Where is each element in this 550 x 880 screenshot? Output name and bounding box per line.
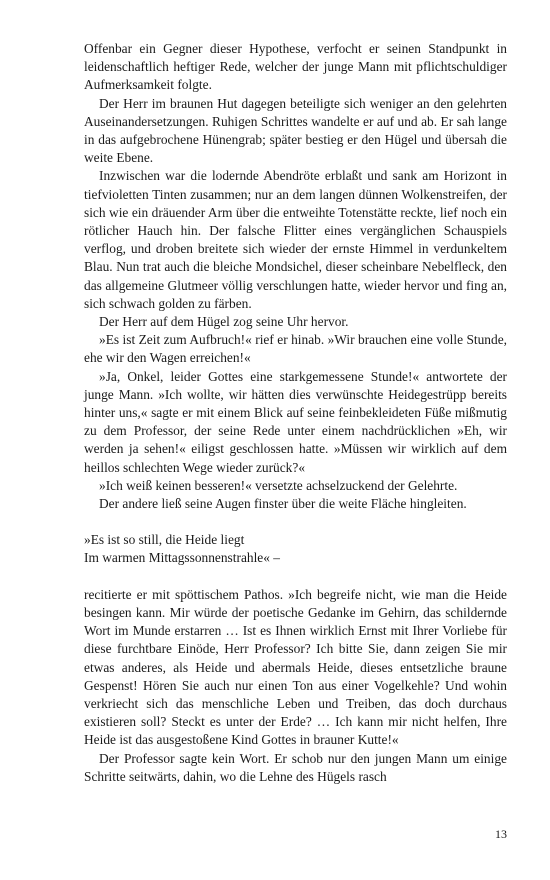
verse-line: »Es ist so still, die Heide liegt <box>84 532 245 548</box>
paragraph: »Ja, Onkel, leider Gottes eine starkgemessene Stunde!« antwortete der junge Mann. »Ich wollte, wir hätten dies verwünschte Heidegestrüpp bereits hinter uns,« sagte er mit einem Blick auf seine feinbekleideten Füße mißmutig zu dem Professor, der seine Rede unter einem nachdrücklichen »Eh, wir werden ja sehen!« eiligst geschlossen hatte. »Müssen wir wirklich auf dem heillos schlechten Wege wieder zurück?« <box>84 368 507 475</box>
paragraph: Der Professor sagte kein Wort. Er schob nur den jungen Mann um einige Schritte seitwärts, dahin, wo die Lehne des Hügels rasch <box>84 750 507 784</box>
paragraph: recitierte er mit spöttischem Pathos. »Ich begreife nicht, wie man die Heide besingen kann. Mir würde der poetische Gedanke im Gehirn, das schildernde Wort im Munde erstarren … Ist es Ihnen wirklich Ernst mit Ihrer Vorliebe für diese furchtbare Einöde, Herr Professor? Ich bitte Sie, dann zeigen Sie mir etwas anderes, als Heide und abermals Heide, dieses entsetzliche braune Gespenst! Hören Sie auch nur einen Ton aus einer Vogelkehle? Und wohin verkriecht sich das menschliche Leben und Treiben, das doch durchaus existieren soll? Steckt es unter der Erde? … Ich kann mir nicht helfen, Ihre Heide ist das ausgestoßene Kind Gottes in brauner Kutte!« <box>84 586 507 748</box>
paragraph: Der Herr auf dem Hügel zog seine Uhr hervor. <box>99 314 349 330</box>
paragraph: Inzwischen war die lodernde Abendröte erblaßt und sank am Horizont in tiefvioletten Tinten zusammen; nur an dem langen dünnen Wolkenstreifen, der sich wie ein dräuender Arm über die entweihte Totenstätte reckte, lief noch ein rötlicher Hauch hin. Der falsche Flitter eines vergänglichen Schauspiels verflog, und droben breitete sich wieder der ernste Himmel in verdunkeltem Blau. Nun trat auch die bleiche Mondsichel, dieser scheinbare Nebelfleck, den das allgemeine Glutmeer völlig verschlungen hatte, wieder hervor und fing an, sich schwach golden zu färben. <box>84 168 507 311</box>
paragraph: »Ich weiß keinen besseren!« versetzte achselzuckend der Gelehrte. <box>99 477 458 493</box>
verse-line: Im warmen Mittagssonnenstrahle« – <box>84 550 280 566</box>
paragraph: Der Herr im braunen Hut dagegen beteiligte sich weniger an den gelehrten Auseinandersetzungen. Ruhigen Schrittes wandelte er auf und ab. Er sah lange in das aufgebrochene Hünengrab; später bestieg er den Hügel und übersah die weite Ebene. <box>84 95 507 166</box>
book-page-text <box>84 40 507 786</box>
verse-quote <box>84 531 507 567</box>
paragraph: Der andere ließ seine Augen finster über die weite Fläche hingleiten. <box>99 496 467 512</box>
paragraph: »Es ist Zeit zum Aufbruch!« rief er hinab. »Wir brauchen eine volle Stunde, ehe wir den Wagen erreichen!« <box>84 332 507 366</box>
page-number: 13 <box>495 827 507 841</box>
paragraph: Offenbar ein Gegner dieser Hypothese, verfocht er seinen Standpunkt in leidenschaftlich heftiger Rede, welcher der junge Mann mit pflichtschuldiger Aufmerksamkeit folgte. <box>84 41 507 93</box>
